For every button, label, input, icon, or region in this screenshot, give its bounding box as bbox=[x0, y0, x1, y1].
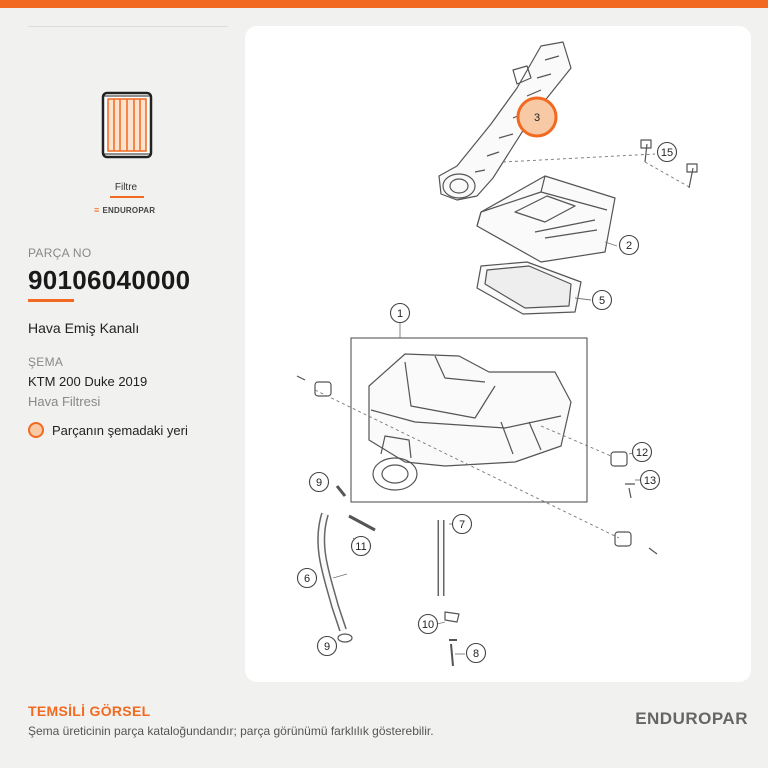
thumbnail-label: Filtre bbox=[114, 182, 138, 193]
callout-number: 11 bbox=[355, 541, 367, 553]
part-no-label: PARÇA NO bbox=[28, 246, 92, 260]
screw-part bbox=[641, 140, 651, 162]
brand-mark-icon: ≡ bbox=[94, 205, 100, 215]
drain-plug-part bbox=[449, 640, 457, 666]
representative-image-title: TEMSİLİ GÖRSEL bbox=[28, 703, 151, 719]
thumbnail-active-underline bbox=[110, 196, 144, 198]
air-filter-icon[interactable] bbox=[100, 90, 154, 160]
callout-number: 2 bbox=[625, 240, 633, 252]
exploded-diagram bbox=[245, 26, 751, 682]
schema-label: ŞEMA bbox=[28, 355, 64, 369]
highlight-marker-icon bbox=[28, 422, 44, 438]
callout-number: 7 bbox=[458, 519, 466, 531]
sidebar-divider bbox=[28, 26, 228, 27]
grommet-part bbox=[611, 452, 627, 466]
part-number-underline bbox=[28, 299, 74, 302]
screw-part bbox=[687, 164, 697, 188]
filter-cover-part bbox=[477, 176, 615, 262]
callout-number: 8 bbox=[472, 648, 480, 660]
callout-number: 15 bbox=[660, 147, 674, 159]
clamp-part bbox=[337, 486, 345, 496]
grommet-part bbox=[615, 532, 631, 546]
bolt-part bbox=[625, 484, 635, 498]
callout-number: 10 bbox=[421, 619, 435, 631]
bolt-part bbox=[297, 376, 305, 380]
airbox-housing-part bbox=[351, 338, 587, 502]
part-number: 90106040000 bbox=[28, 265, 191, 295]
callout-number: 1 bbox=[396, 308, 404, 320]
representative-image-note: Şema üreticinin parça kataloğundandır; parça görünümü farklılık gösterebilir. bbox=[28, 724, 434, 738]
callout-number: 6 bbox=[303, 573, 311, 585]
clamp-part bbox=[338, 634, 352, 642]
top-accent-bar bbox=[0, 0, 768, 8]
callout-number: 9 bbox=[315, 477, 323, 489]
callout-number: 3 bbox=[533, 112, 541, 124]
brand-logo-small bbox=[94, 205, 155, 215]
callout-number: 5 bbox=[598, 295, 606, 307]
callout-number: 13 bbox=[643, 475, 657, 487]
air-filter-element-part bbox=[477, 262, 581, 314]
plug-part bbox=[349, 516, 375, 530]
legend bbox=[28, 422, 188, 438]
callout-number: 12 bbox=[635, 447, 649, 459]
callout-number: 9 bbox=[323, 641, 331, 653]
legend-text: Parçanın şemadaki yeri bbox=[52, 422, 188, 438]
part-name: Hava Emiş Kanalı bbox=[28, 320, 140, 336]
schema-model: KTM 200 Duke 2019 bbox=[28, 374, 148, 389]
clamp-part bbox=[445, 612, 459, 622]
bolt-part bbox=[649, 548, 657, 554]
diagram-panel bbox=[245, 26, 751, 682]
brand-name-small: ENDUROPAR bbox=[102, 205, 156, 215]
schema-subtitle: Hava Filtresi bbox=[28, 394, 101, 409]
footer-brand: ENDUROPAR bbox=[635, 709, 748, 728]
